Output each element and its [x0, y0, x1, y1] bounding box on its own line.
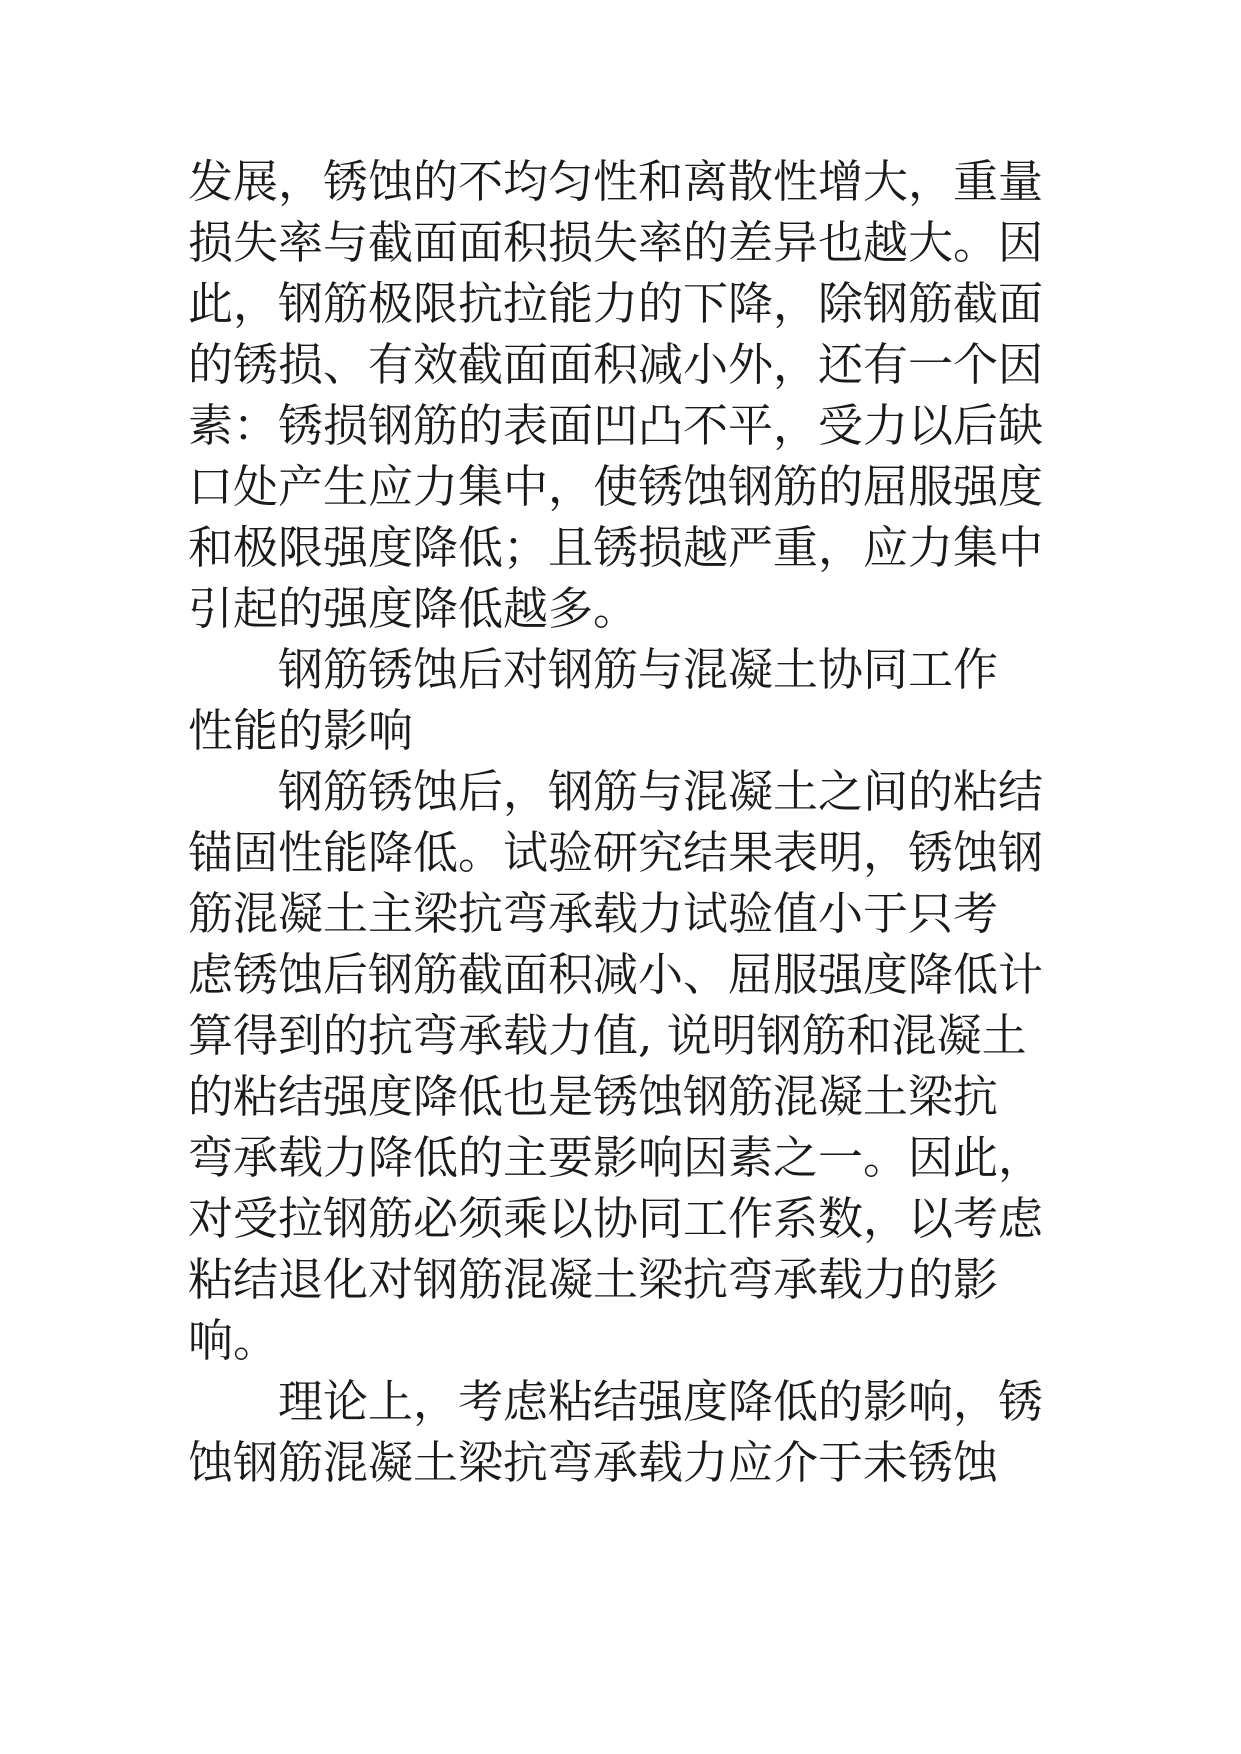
- section-heading: [188, 639, 1068, 761]
- text-line: 响。: [188, 1314, 279, 1367]
- text-line: 钢筋锈蚀后，钢筋与混凝土之间的粘结: [278, 765, 1044, 818]
- paragraph-bond: [188, 761, 1068, 1371]
- text-line: 和极限强度降低；且锈损越严重，应力集中: [188, 521, 1044, 574]
- paragraph-theory: [188, 1371, 1068, 1493]
- text-line: 对受拉钢筋必须乘以协同工作系数，以考虑: [188, 1192, 1044, 1245]
- text-line: 虑锈蚀后钢筋截面积减小、屈服强度降低计: [188, 948, 1044, 1001]
- text-line: 素：锈损钢筋的表面凹凸不平，受力以后缺: [188, 399, 1044, 452]
- paragraph-continuation: [188, 151, 1068, 639]
- text-line: 算得到的抗弯承载力值, 说明钢筋和混凝土: [188, 1009, 1027, 1062]
- text-line: 发展，锈蚀的不均匀性和离散性增大，重量: [188, 155, 1044, 208]
- text-line: 筋混凝土主梁抗弯承载力试验值小于只考: [188, 887, 999, 940]
- document-body: [188, 151, 1068, 1493]
- text-line: 弯承载力降低的主要影响因素之一。因此，: [188, 1131, 1044, 1184]
- text-line: 引起的强度降低越多。: [188, 582, 639, 635]
- text-line: 的粘结强度降低也是锈蚀钢筋混凝土梁抗: [188, 1070, 999, 1123]
- text-line: 的锈损、有效截面面积减小外，还有一个因: [188, 338, 1044, 391]
- heading-line: 性能的影响: [188, 704, 414, 757]
- text-line: 此，钢筋极限抗拉能力的下降，除钢筋截面: [188, 277, 1044, 330]
- text-line: 损失率与截面面积损失率的差异也越大。因: [188, 216, 1044, 269]
- text-line: 蚀钢筋混凝土梁抗弯承载力应介于未锈蚀: [188, 1436, 999, 1489]
- text-line: 锚固性能降低。试验研究结果表明，锈蚀钢: [188, 826, 1044, 879]
- text-line: 粘结退化对钢筋混凝土梁抗弯承载力的影: [188, 1253, 999, 1306]
- text-line: 理论上，考虑粘结强度降低的影响，锈: [278, 1375, 1044, 1428]
- text-line: 口处产生应力集中，使锈蚀钢筋的屈服强度: [188, 460, 1044, 513]
- heading-line: 钢筋锈蚀后对钢筋与混凝土协同工作: [278, 643, 999, 696]
